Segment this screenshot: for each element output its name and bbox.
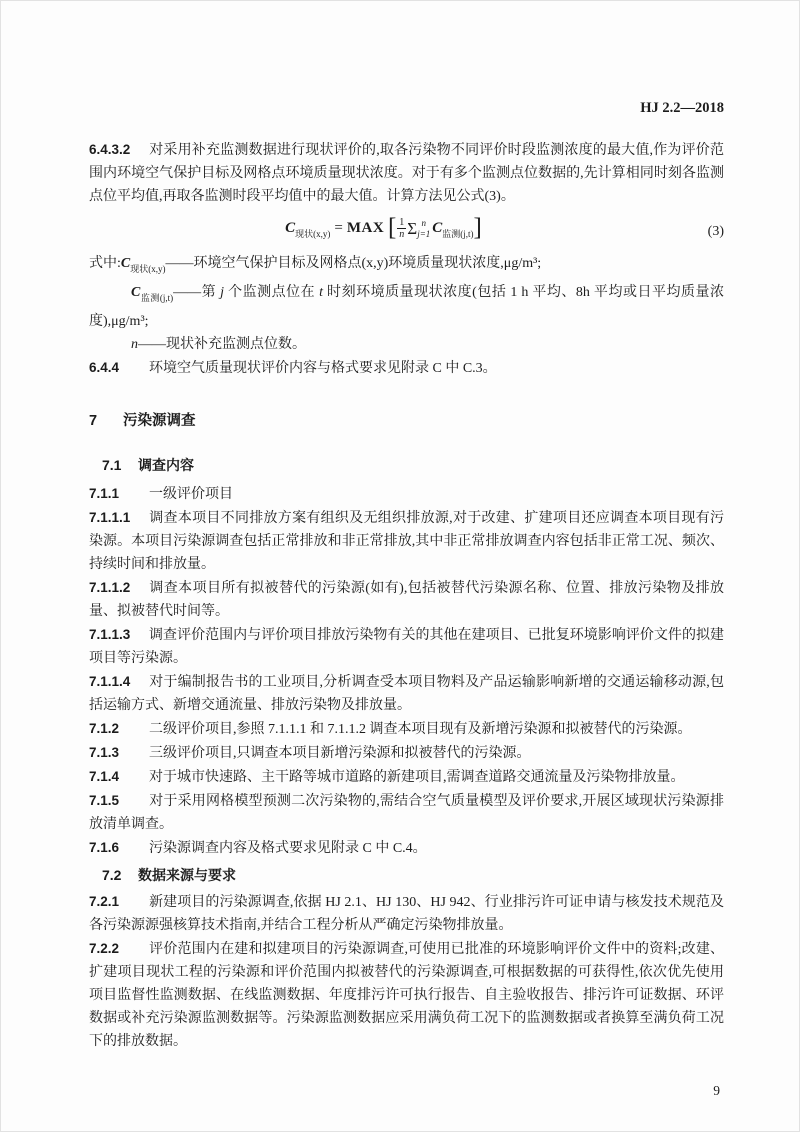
sum-upper-limit: n xyxy=(421,217,426,228)
doc-code-header: HJ 2.2—2018 xyxy=(640,100,724,116)
clause-text: 新建项目的污染源调查,依据 HJ 2.1、HJ 130、HJ 942、行业排污许可证申请与核发技术规范及各污染源源强核算技术指南,并结合工程分析从严确定污染物排放量。 xyxy=(89,895,724,933)
def1-text: 环境空气保护目标及网格点(x,y)环境质量现状浓度,μg/m³; xyxy=(193,256,542,271)
formula-rhs-symbol: C xyxy=(432,220,443,236)
clause-7-1-1-1 xyxy=(89,506,724,576)
def2-text-2: 个监测点位在 xyxy=(224,285,320,300)
def3-text: 现状补充监测点位数。 xyxy=(166,337,306,352)
formula-lhs-symbol: C xyxy=(285,220,296,236)
page-number: 9 xyxy=(713,1083,720,1098)
def1-subscript: 现状(x,y) xyxy=(130,264,166,274)
clause-text: 三级评价项目,只调查本项目新增污染源和拟被替代的污染源。 xyxy=(149,746,531,761)
equation-number: (3) xyxy=(707,223,724,239)
def2-text-1: 第 xyxy=(201,285,221,300)
clause-7-1-1 xyxy=(89,482,724,506)
clause-text: 对于城市快速路、主干路等城市道路的新建项目,需调查道路交通流量及污染物排放量。 xyxy=(149,770,685,785)
formula-where-def-3 xyxy=(89,333,724,356)
clause-7-2-1 xyxy=(89,890,724,937)
clause-number: 7.1.1.3 xyxy=(89,627,131,642)
def1-dash: —— xyxy=(165,256,194,271)
fraction-numerator: 1 xyxy=(399,216,405,228)
clause-text: 调查评价范围内与评价项目排放污染物有关的其他在建项目、已批复环境影响评价文件的拟建项目等污染源。 xyxy=(89,628,724,666)
open-bracket: [ xyxy=(387,214,397,241)
clause-number: 7.2.2 xyxy=(89,941,120,956)
clause-number: 7.1.2 xyxy=(89,721,120,736)
clause-6-4-3-2 xyxy=(89,138,724,208)
section-number: 7 xyxy=(89,413,98,429)
clause-text: 对于采用网格模型预测二次污染物的,需结合空气质量模型及评价要求,开展区域现状污染源排放清单调查。 xyxy=(89,794,724,832)
clause-number: 7.1.5 xyxy=(89,793,120,808)
clause-7-1-3 xyxy=(89,741,724,765)
formula-where-def-1 xyxy=(89,252,724,281)
section-7-2-heading xyxy=(89,864,724,887)
clause-7-1-4 xyxy=(89,765,724,789)
clause-7-1-2 xyxy=(89,717,724,741)
fraction-denominator: n xyxy=(399,229,405,241)
clause-text: 对于编制报告书的工业项目,分析调查受本项目物料及产品运输影响新增的交通运输移动源,包括运输方式、新增交通流量、排放污染物及排放量。 xyxy=(89,675,724,713)
clause-number: 7.1.1.1 xyxy=(89,510,131,525)
def3-dash: —— xyxy=(138,337,166,352)
formula-3 xyxy=(89,215,724,247)
section-7-heading xyxy=(89,410,724,433)
equals-sign: = xyxy=(334,220,343,236)
sigma-sum-symbol: Σ xyxy=(407,219,418,238)
clause-number: 6.4.4 xyxy=(89,360,120,375)
def3-symbol: n xyxy=(131,337,138,352)
clause-number: 7.1.4 xyxy=(89,769,120,784)
clause-number: 6.4.3.2 xyxy=(89,142,131,157)
sum-limits xyxy=(417,218,430,240)
clause-7-1-1-3 xyxy=(89,623,724,670)
formula-lhs-subscript: 现状(x,y) xyxy=(295,229,331,239)
formula-where-def-2 xyxy=(89,281,724,333)
section-title: 调查内容 xyxy=(138,457,194,473)
clause-6-4-4 xyxy=(89,356,724,380)
def2-symbol: C xyxy=(131,285,141,300)
close-bracket: ] xyxy=(473,214,482,241)
def1-symbol: C xyxy=(120,256,131,271)
clause-7-1-6 xyxy=(89,836,724,860)
clause-text: 调查本项目所有拟被替代的污染源(如有),包括被替代污染源名称、位置、排放污染物及排放量、拟被替代时间等。 xyxy=(89,581,724,619)
clause-number: 7.1.1 xyxy=(89,486,120,501)
clause-text: 调查本项目不同排放方案有组织及无组织排放源,对于改建、扩建项目还应调查本项目现有污染源。本项目污染源调查包括正常排放和非正常排放,其中非正常排放调查内容包括非正常工况、频次、持续时间和排放量。 xyxy=(89,511,724,572)
sum-lower-limit: j=1 xyxy=(417,228,431,239)
clause-number: 7.1.3 xyxy=(89,745,120,760)
def2-dash: —— xyxy=(173,285,202,300)
section-title: 污染源调查 xyxy=(123,413,196,429)
formula-expression xyxy=(89,216,678,246)
clause-text: 一级评价项目 xyxy=(149,487,233,502)
formula-rhs-subscript: 监测(j,t) xyxy=(442,229,474,239)
clause-number: 7.2.1 xyxy=(89,894,120,909)
clause-text: 环境空气质量现状评价内容与格式要求见附录 C 中 C.3。 xyxy=(149,361,497,376)
clause-number: 7.1.1.4 xyxy=(89,674,131,689)
clause-text: 污染源调查内容及格式要求见附录 C 中 C.4。 xyxy=(149,841,427,856)
clause-number: 7.1.1.2 xyxy=(89,580,131,595)
where-intro: 式中: xyxy=(89,256,121,271)
section-7-1-heading xyxy=(89,454,724,477)
section-title: 数据来源与要求 xyxy=(138,867,236,883)
clause-text: 对采用补充监测数据进行现状评价的,取各污染物不同评价时段监测浓度的最大值,作为评价范围内环境空气保护目标及网格点环境质量现状浓度。对于有多个监测点位数据的,先计算相同时刻各监测点位平均值,再取各监测时段平均值中的最大值。计算方法见公式(3)。 xyxy=(89,143,724,204)
def2-var-j: j xyxy=(220,285,225,300)
clause-text: 评价范围内在建和拟建项目的污染源调查,可使用已批准的环境影响评价文件中的资料;改建、扩建项目现状工程的污染源和评价范围内拟被替代的污染源调查,可根据数据的可获得性,依次优先使用项目监督性监测数据、在线监测数据、年度排污许可执行报告、自主验收报告、排污许可证数据、环评数据或补充污染源监测数据等。污染源监测数据应采用满负荷工况下的监测数据或者换算至满负荷工况下的排放数据。 xyxy=(89,942,724,1049)
def2-text-3: 时刻环境质量现状浓度(包括 1 h 平均、8h 平均或日平均质量浓度),μg/m³; xyxy=(89,285,725,329)
section-number: 7.2 xyxy=(102,867,122,883)
clause-7-2-2 xyxy=(89,937,724,1053)
max-operator: MAX xyxy=(346,220,385,236)
clause-7-1-5 xyxy=(89,789,724,836)
clause-7-1-1-2 xyxy=(89,576,724,623)
def2-var-t: t xyxy=(319,285,324,300)
section-number: 7.1 xyxy=(102,457,122,473)
def2-subscript: 监测(j,t) xyxy=(140,293,174,303)
clause-7-1-1-4 xyxy=(89,670,724,717)
clause-number: 7.1.6 xyxy=(89,840,120,855)
fraction-1-over-n xyxy=(397,217,406,241)
clause-text: 二级评价项目,参照 7.1.1.1 和 7.1.1.2 调查本项目现有及新增污染源和拟被替代的污染源。 xyxy=(149,722,692,737)
